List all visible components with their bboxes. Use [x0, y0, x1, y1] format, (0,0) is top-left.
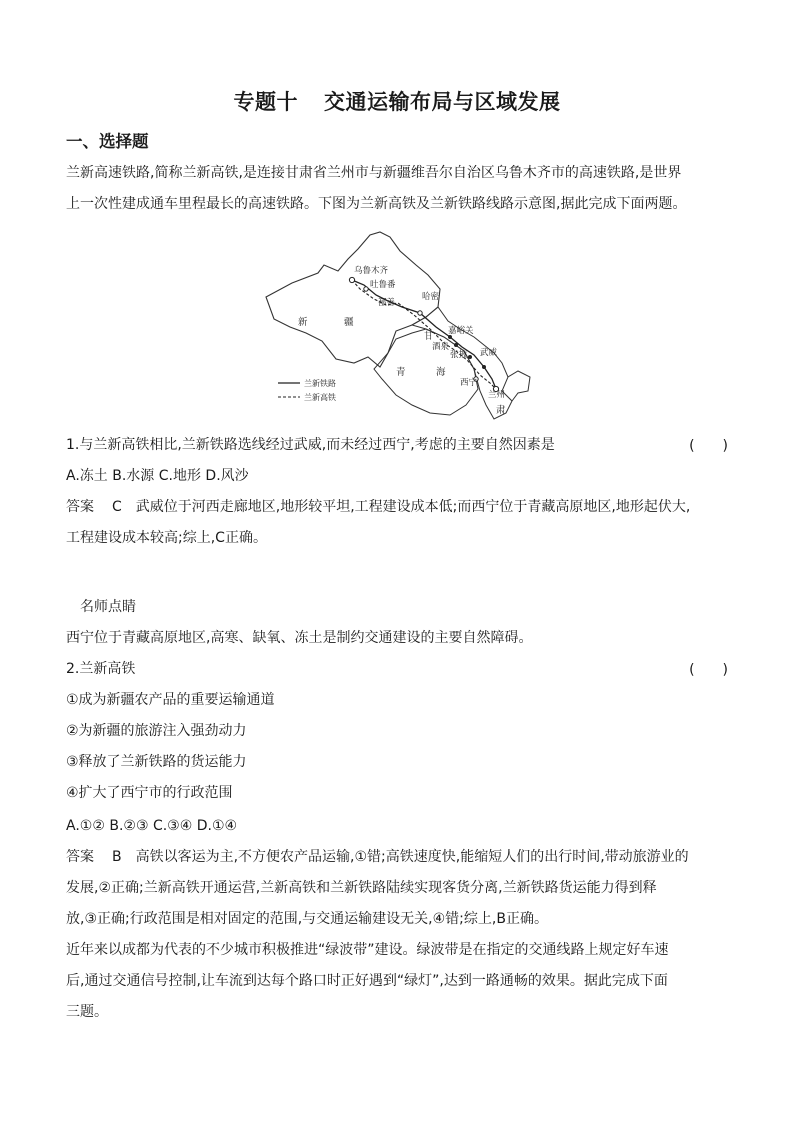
map-label-su: 肃 — [496, 405, 506, 416]
q2-options: A.①② B.②③ C.③④ D.①④ — [66, 818, 238, 834]
jiuquan-dot — [454, 343, 458, 347]
q2-item: ②为新疆的旅游注入强劲动力 — [66, 723, 247, 739]
q2-stem: 2.兰新高铁 — [66, 661, 136, 677]
map-label-jiayuguan: 嘉峪关 — [448, 326, 474, 336]
legend-hsr-label: 兰新高铁 — [304, 393, 336, 402]
map-label-turpan: 吐鲁番 — [370, 280, 396, 290]
xinjiang-boundary — [266, 232, 440, 367]
zhangye-dot — [468, 355, 472, 359]
next-intro-line: 三题。 — [66, 1004, 108, 1020]
q1-answer-line — [66, 497, 690, 517]
q2-item: ①成为新疆农产品的重要运输通道 — [66, 692, 275, 708]
map-label-urumqi: 乌鲁木齐 — [354, 266, 389, 276]
map-label-gan: 甘 — [424, 331, 434, 342]
map-label-jiuquan: 酒泉 — [432, 342, 450, 352]
map-label-zhangye: 张掖 — [450, 350, 468, 360]
q1-answer-label: 答案 — [66, 499, 94, 515]
q2-answer-line — [66, 847, 689, 867]
map-label-shanshan: 鄯善 — [378, 298, 396, 308]
gansu-boundary — [412, 307, 512, 419]
map-label-hami: 哈密 — [422, 292, 440, 302]
map-label-lanzhou: 兰州 — [488, 390, 506, 400]
q2-answer-cont: 放,③正确;行政范围是相对固定的范围,与交通运输建设无关,④错;综上,B正确。 — [66, 911, 548, 927]
q2-answer-cont: 发展,②正确;兰新高铁开通运营,兰新高铁和兰新铁路陆续实现客货分离,兰新铁路货运能力得到释 — [66, 880, 657, 896]
page-title — [0, 86, 794, 116]
urumqi-dot — [349, 277, 354, 282]
tip-text: 西宁位于青藏高原地区,高寒、缺氧、冻土是制约交通建设的主要自然障碍。 — [66, 630, 533, 646]
map-label-xining: 西宁 — [460, 378, 478, 388]
wuwei-dot — [482, 365, 486, 369]
q1-stem: 1.与兰新高铁相比,兰新铁路选线经过武威,而未经过西宁,考虑的主要自然因素是 — [66, 437, 555, 453]
title-topic-name: 交通运输布局与区域发展 — [324, 90, 561, 114]
q2-answer-label: 答案 — [66, 849, 94, 865]
section-heading: 一、选择题 — [66, 132, 149, 151]
railway-map — [262, 229, 534, 422]
map-label-qinghai-2: 海 — [436, 367, 446, 378]
map-legend — [278, 378, 336, 402]
q2-item: ④扩大了西宁市的行政范围 — [66, 785, 233, 801]
tip-heading: 名师点睛 — [80, 599, 136, 615]
hami-dot — [418, 311, 422, 315]
title-topic-number: 专题十 — [233, 90, 298, 114]
map-label-wuwei: 武威 — [480, 348, 498, 358]
q1-answer-text: C 武威位于河西走廊地区,地形较平坦,工程建设成本低;而西宁位于青藏高原地区,地形起伏大, — [112, 499, 691, 515]
legend-rail-label: 兰新铁路 — [304, 379, 336, 388]
map-label-xinjiang-1: 新 — [298, 317, 308, 328]
q2-answer-text: B 高铁以客运为主,不方便农产品运输,①错;高铁速度快,能缩短人们的出行时间,带动旅游业的 — [112, 849, 689, 865]
gansu-east-boundary — [508, 371, 530, 401]
next-intro-line: 后,通过交通信号控制,让车流到达每个路口时正好遇到“绿灯”,达到一路通畅的效果。据此完成下面 — [66, 973, 668, 989]
turpan-dot — [364, 287, 368, 291]
q2-item: ③释放了兰新铁路的货运能力 — [66, 754, 247, 770]
map-label-xinjiang-2: 疆 — [344, 317, 354, 328]
q1-options: A.冻土 B.水源 C.地形 D.风沙 — [66, 468, 249, 484]
q1-answer-bracket: ( ) — [689, 438, 728, 454]
q2-answer-bracket: ( ) — [689, 662, 728, 678]
intro-line: 兰新高速铁路,简称兰新高铁,是连接甘肃省兰州市与新疆维吾尔自治区乌鲁木齐市的高速铁路,是世界 — [66, 165, 682, 181]
next-intro-line: 近年来以成都为代表的不少城市积极推进“绿波带”建设。绿波带是在指定的交通线路上规定好车速 — [66, 942, 669, 958]
map-label-qinghai-1: 青 — [396, 367, 406, 378]
intro-line: 上一次性建成通车里程最长的高速铁路。下图为兰新高铁及兰新铁路线路示意图,据此完成下面两题。 — [66, 196, 687, 212]
q1-answer-cont: 工程建设成本较高;综上,C正确。 — [66, 530, 267, 546]
